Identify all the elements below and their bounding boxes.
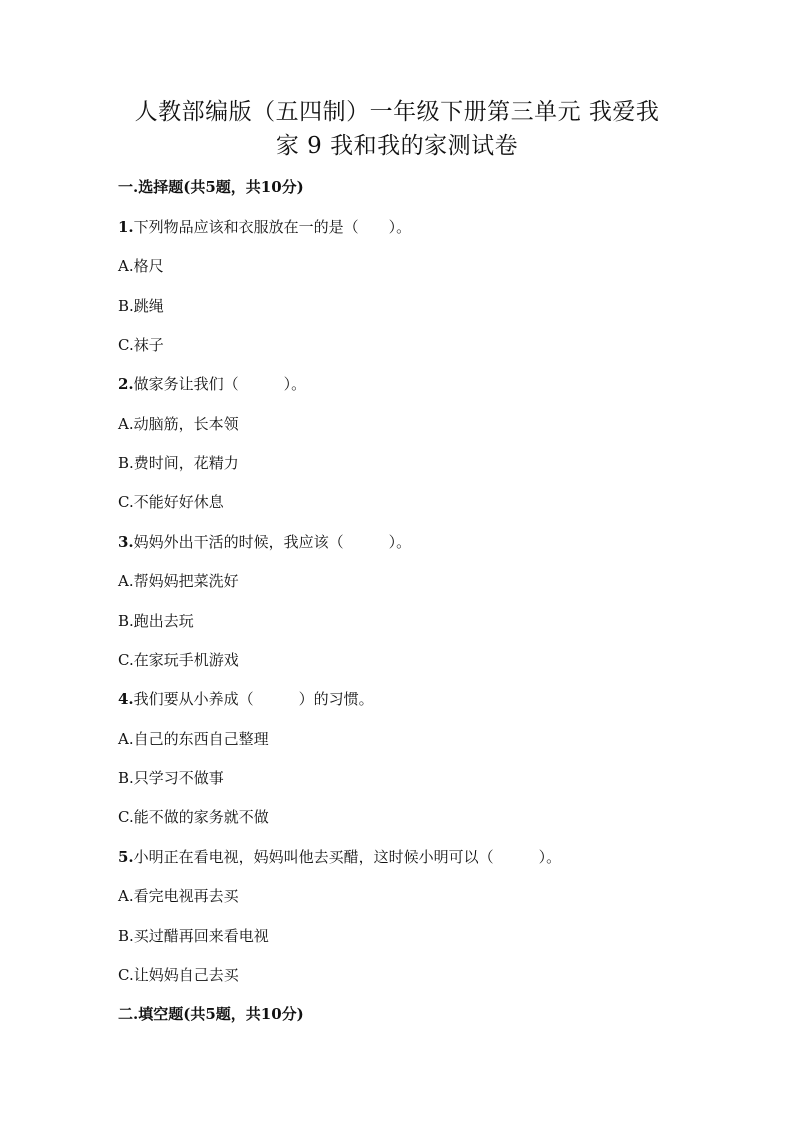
option-1b: B.跳绳 (118, 297, 164, 315)
question-text: 做家务让我们（ ）。 (133, 375, 307, 393)
section-heading-fill-in: 二.填空题(共5题，共10分) (118, 1005, 304, 1023)
question-3 (118, 532, 411, 552)
question-text: 我们要从小养成（ ）的习惯。 (133, 690, 374, 708)
option-4c: C.能不做的家务就不做 (118, 808, 269, 826)
section-heading-choice: 一.选择题(共5题，共10分) (118, 178, 304, 196)
option-2a: A.动脑筋，长本领 (118, 415, 239, 433)
option-2c: C.不能好好休息 (118, 493, 224, 511)
question-2 (118, 374, 306, 394)
page-title-line-1: 人教部编版（五四制）一年级下册第三单元 我爱我 (134, 99, 660, 125)
option-1a: A.格尺 (118, 257, 164, 275)
option-4a: A.自己的东西自己整理 (118, 730, 269, 748)
option-3b: B.跑出去玩 (118, 612, 194, 630)
question-5 (118, 847, 561, 867)
question-number: 1. (118, 218, 134, 236)
option-5c: C.让妈妈自己去买 (118, 966, 239, 984)
option-1c: C.袜子 (118, 336, 164, 354)
question-4 (118, 689, 374, 709)
question-1 (118, 217, 411, 237)
option-3c: C.在家玩手机游戏 (118, 651, 239, 669)
question-text: 下列物品应该和衣服放在一的是（ ）。 (133, 218, 412, 236)
question-text: 妈妈外出干活的时候，我应该（ ）。 (133, 533, 412, 551)
question-number: 2. (118, 375, 134, 393)
option-3a: A.帮妈妈把菜洗好 (118, 572, 239, 590)
option-5b: B.买过醋再回来看电视 (118, 927, 269, 945)
question-number: 5. (118, 848, 134, 866)
option-2b: B.费时间，花精力 (118, 454, 239, 472)
option-5a: A.看完电视再去买 (118, 887, 239, 905)
option-4b: B.只学习不做事 (118, 769, 224, 787)
question-number: 4. (118, 690, 134, 708)
question-text: 小明正在看电视，妈妈叫他去买醋，这时候小明可以（ ）。 (133, 848, 562, 866)
question-number: 3. (118, 533, 134, 551)
page-title-line-2: 家 9 我和我的家测试卷 (275, 133, 519, 159)
